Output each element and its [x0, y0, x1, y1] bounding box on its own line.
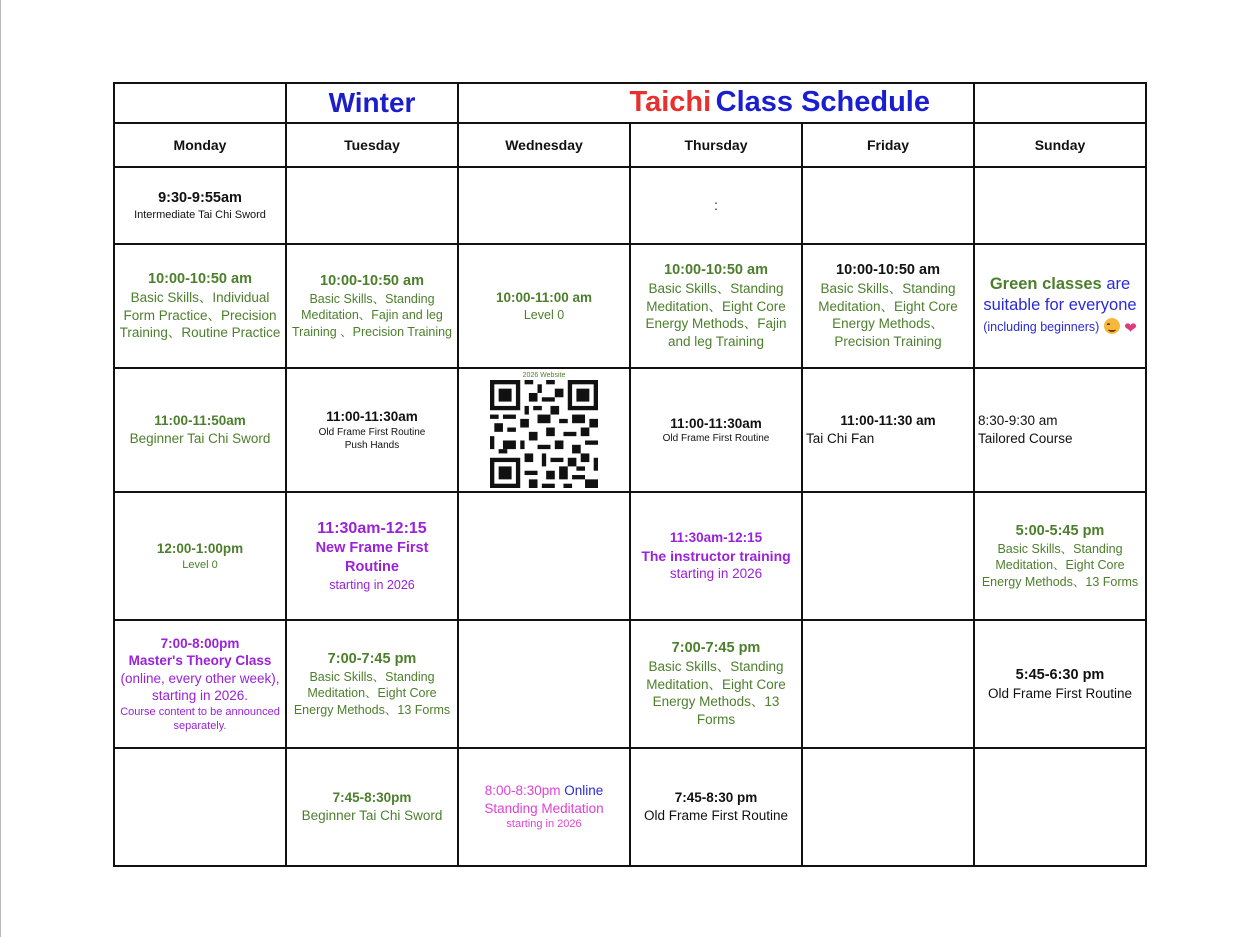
schedule-table: [113, 82, 1147, 867]
class-cell: [286, 620, 458, 748]
class-cell: [114, 368, 286, 492]
class-cell: [802, 368, 974, 492]
class-time: 5:45-6:30 pm: [1015, 666, 1105, 683]
class-description: Basic Skills、Individual Form Practice、Precision Training、Routine Practice: [119, 290, 281, 341]
class-description: Master's Theory Class: [128, 653, 272, 669]
title-blank-cell: [974, 83, 1146, 123]
online-label: Online: [564, 783, 604, 799]
day-thursday: Thursday: [630, 123, 802, 167]
title-blank-cell: [114, 83, 286, 123]
class-description: Basic Skills、Standing Meditation、Eight Core Energy Methods、Precision Training: [818, 281, 958, 349]
class-note: (online, every other week), starting in 2026.: [120, 670, 280, 704]
class-time: 7:00-7:45 pm: [327, 651, 417, 668]
class-time: 10:00-10:50 am: [664, 262, 768, 279]
class-note: starting in 2026: [669, 566, 763, 582]
schedule-row: [114, 620, 1146, 748]
class-cell: [114, 244, 286, 368]
day-tuesday: Tuesday: [286, 123, 458, 167]
class-description: Beginner Tai Chi Sword: [129, 431, 271, 446]
class-cell: [114, 167, 286, 244]
title-row: [114, 83, 1146, 123]
class-description: Old Frame First Routine: [987, 685, 1133, 701]
schedule-row: [114, 167, 1146, 244]
schedule-row: [114, 244, 1146, 368]
class-time: 10:00-11:00 am: [495, 290, 593, 306]
class-description: Tai Chi Fan: [806, 431, 875, 446]
class-time: 11:00-11:30 am: [840, 413, 936, 429]
schedule-title-cell: [458, 83, 974, 123]
class-time: 7:00-8:00pm: [160, 635, 240, 651]
empty-cell: [802, 167, 974, 244]
day-friday: Friday: [802, 123, 974, 167]
legend-suitable-text: are suitable for everyone: [983, 274, 1137, 315]
class-time: 11:30am-12:15: [317, 519, 427, 537]
class-cell: [974, 492, 1146, 620]
qr-cell: [458, 368, 630, 492]
day-header-row: [114, 123, 1146, 167]
class-description: Level 0: [523, 307, 565, 322]
class-cell: [802, 244, 974, 368]
class-description: Old Frame First Routine: [662, 433, 770, 445]
class-description: Basic Skills、Standing Meditation、Eight Core Energy Methods、13 Forms: [293, 670, 451, 717]
empty-cell: [114, 748, 286, 866]
class-cell: [974, 368, 1146, 492]
class-description: Basic Skills、Standing Meditation、Eight Core Energy Methods、13 Forms: [646, 659, 786, 727]
class-time: 8:00-8:30pm: [484, 783, 561, 799]
class-cell: [286, 368, 458, 492]
class-description: Standing Meditation: [484, 800, 604, 816]
class-time: 11:30am-12:15: [669, 530, 763, 546]
season-title-cell: [286, 83, 458, 123]
class-time: 8:30-9:30 am: [978, 413, 1058, 429]
class-description: Basic Skills、Standing Meditation、Eight Core Energy Methods、Fajin and leg Training: [645, 281, 787, 349]
class-cell: [458, 748, 630, 866]
class-description: Push Hands: [344, 439, 400, 451]
smiling-face-icon: [1104, 318, 1120, 334]
class-description: Level 0: [182, 558, 218, 571]
class-description: Basic Skills、Standing Meditation、Eight Core Energy Methods、13 Forms: [981, 542, 1139, 589]
class-time: 7:00-7:45 pm: [671, 640, 761, 657]
class-cell: [974, 620, 1146, 748]
class-note: starting in 2026: [506, 818, 582, 831]
class-time: 10:00-10:50 am: [836, 262, 940, 279]
class-description: Intermediate Tai Chi Sword: [134, 208, 266, 221]
empty-cell: [974, 748, 1146, 866]
class-cell: [458, 244, 630, 368]
class-cell: [630, 620, 802, 748]
class-cell: [630, 167, 802, 244]
class-description: New Frame First Routine: [315, 540, 429, 576]
class-description: Basic Skills、Standing Meditation、Fajin and leg Training 、Precision Training: [291, 292, 453, 339]
empty-cell: [974, 167, 1146, 244]
class-description: The instructor training: [641, 547, 791, 564]
day-sunday: Sunday: [974, 123, 1146, 167]
stray-mark: :: [714, 197, 718, 213]
class-time: 12:00-1:00pm: [156, 541, 244, 557]
schedule-row: [114, 368, 1146, 492]
title-taichi: Taichi: [629, 86, 712, 119]
class-cell: [114, 492, 286, 620]
class-time: 9:30-9:55am: [158, 189, 242, 206]
class-description: Tailored Course: [978, 431, 1073, 446]
class-description: Old Frame First Routine: [318, 426, 426, 438]
class-small-note: Course content to be announced separately.: [120, 705, 280, 733]
class-cell: [286, 492, 458, 620]
class-cell: [286, 244, 458, 368]
legend-including-beginners: (including beginners): [983, 319, 1100, 334]
schedule-row: [114, 748, 1146, 866]
class-time: 5:00-5:45 pm: [1015, 523, 1105, 540]
title-class-schedule: Class Schedule: [715, 86, 930, 119]
day-monday: Monday: [114, 123, 286, 167]
day-wednesday: Wednesday: [458, 123, 630, 167]
qr-code-icon[interactable]: [490, 379, 598, 489]
class-note: starting in 2026: [329, 578, 415, 593]
class-time: 10:00-10:50 am: [320, 273, 424, 290]
class-time: 10:00-10:50 am: [148, 271, 252, 288]
qr-caption: 2026 Website: [522, 372, 566, 380]
class-cell: [630, 492, 802, 620]
class-description: Beginner Tai Chi Sword: [301, 808, 443, 823]
empty-cell: [458, 620, 630, 748]
legend-cell: [974, 244, 1146, 368]
empty-cell: [802, 492, 974, 620]
empty-cell: [802, 620, 974, 748]
class-time: 7:45-8:30 pm: [674, 790, 758, 806]
class-description: Old Frame First Routine: [643, 808, 789, 823]
empty-cell: [458, 492, 630, 620]
class-time: 11:00-11:30am: [670, 415, 762, 431]
class-cell: [630, 368, 802, 492]
empty-cell: [458, 167, 630, 244]
class-cell: [630, 748, 802, 866]
empty-cell: [802, 748, 974, 866]
class-cell: [630, 244, 802, 368]
class-cell: [114, 620, 286, 748]
class-time: 7:45-8:30pm: [332, 790, 412, 806]
class-time: 11:00-11:50am: [154, 413, 246, 429]
class-cell: [286, 748, 458, 866]
legend-green-classes: Green classes: [989, 274, 1102, 293]
schedule-row: [114, 492, 1146, 620]
empty-cell: [286, 167, 458, 244]
class-time: 11:00-11:30am: [326, 409, 418, 425]
season-title: Winter: [328, 86, 416, 118]
two-hearts-icon: ❤: [1124, 319, 1137, 337]
